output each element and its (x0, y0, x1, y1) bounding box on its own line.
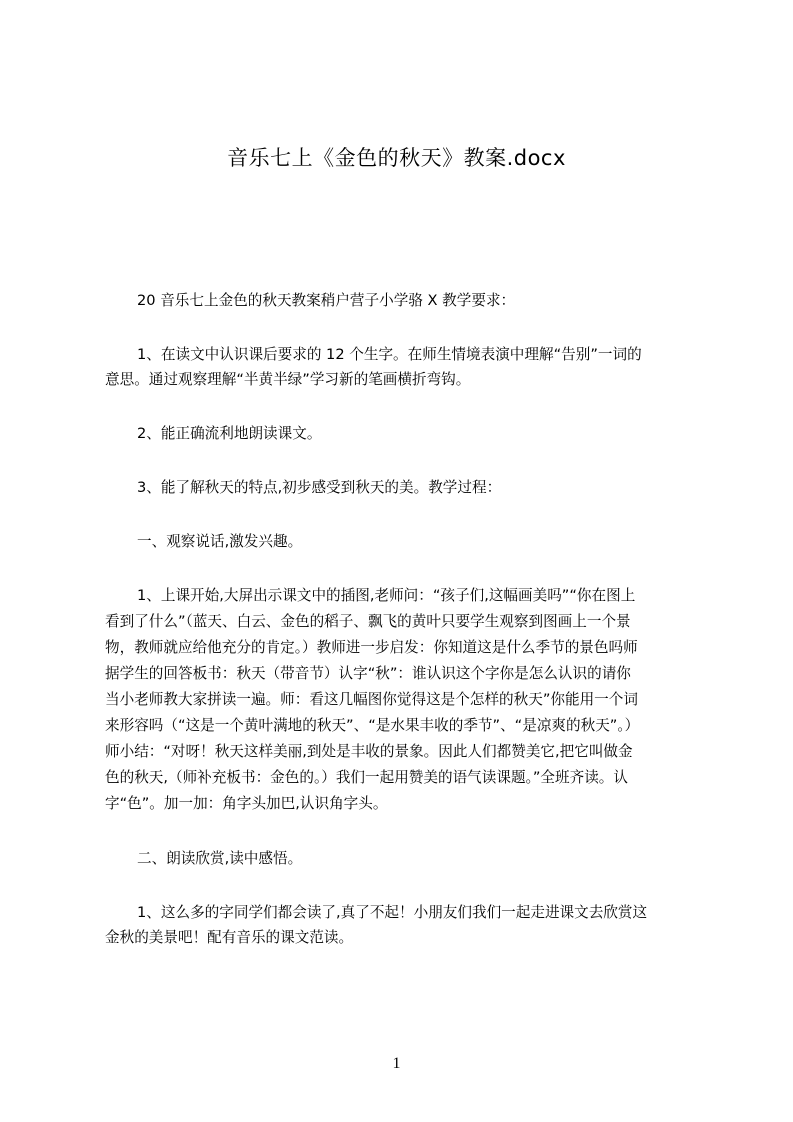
document-title: 音乐七上《金色的秋天》教案.docx (227, 146, 566, 170)
paragraph-line: 1、上课开始,大屏出示课文中的插图,老师问：“孩子们,这幅画美吗”“你在图上 (137, 587, 636, 604)
page-number: 1 (392, 1055, 401, 1072)
paragraph-line: 1、这么多的字同学们都会读了,真了不起！小朋友们我们一起走进课文去欣赏这 (137, 904, 648, 921)
paragraph-line: 师小结：“对呀！秋天这样美丽,到处是丰收的景象。因此人们都赞美它,把它叫做金 (105, 743, 633, 760)
paragraph-line: 物，教师就应给他充分的肯定。）教师进一步启发：你知道这是什么季节的景色吗师 (105, 639, 638, 656)
paragraph (105, 475, 700, 500)
paragraph-line: 2、能正确流利地朗读课文。 (137, 425, 322, 442)
paragraph (105, 288, 700, 313)
paragraph-line: 二、朗读欣赏,读中感悟。 (137, 850, 303, 867)
paragraph-line: 意思。通过观察理解“半黄半绿”学习新的笔画横折弯钩。 (105, 371, 471, 388)
paragraph (105, 583, 700, 817)
document-body (105, 288, 700, 979)
paragraph-line: 看到了什么”（蓝天、白云、金色的稻子、飘飞的黄叶只要学生观察到图画上一个景 (105, 613, 631, 630)
paragraph-line: 据学生的回答板书：秋天（带音节）认字“秋”：谁认识这个字你是怎么认识的请你 (105, 665, 631, 682)
paragraph-line: 色的秋天,（师补充板书：金色的。）我们一起用赞美的语气读课题。”全班齐读。认 (105, 769, 628, 786)
paragraph-line: 金秋的美景吧！配有音乐的课文范读。 (105, 929, 354, 946)
paragraph (105, 342, 700, 392)
paragraph-line: 一、观察说话,激发兴趣。 (137, 533, 303, 550)
paragraph-line: 3、能了解秋天的特点,初步感受到秋天的美。教学过程： (137, 479, 502, 496)
paragraph-line: 当小老师教大家拼读一遍。师：看这几幅图你觉得这是个怎样的秋天”你能用一个词 (105, 691, 638, 708)
paragraph (105, 900, 700, 950)
paragraph-line: 1、在读文中认识课后要求的 12 个生字。在师生情境表演中理解“告别”一词的 (137, 346, 642, 363)
paragraph-line: 字“色”。加一加：角字头加巴,认识角字头。 (105, 795, 388, 812)
paragraph (105, 529, 700, 554)
paragraph-line: 20 音乐七上金色的秋天教案稍户营子小学骆 X 教学要求： (137, 292, 516, 309)
paragraph (105, 421, 700, 446)
paragraph-line: 来形容吗（“这是一个黄叶满地的秋天”、“是水果丰收的季节”、“是凉爽的秋天”。） (105, 717, 640, 734)
paragraph (105, 846, 700, 871)
